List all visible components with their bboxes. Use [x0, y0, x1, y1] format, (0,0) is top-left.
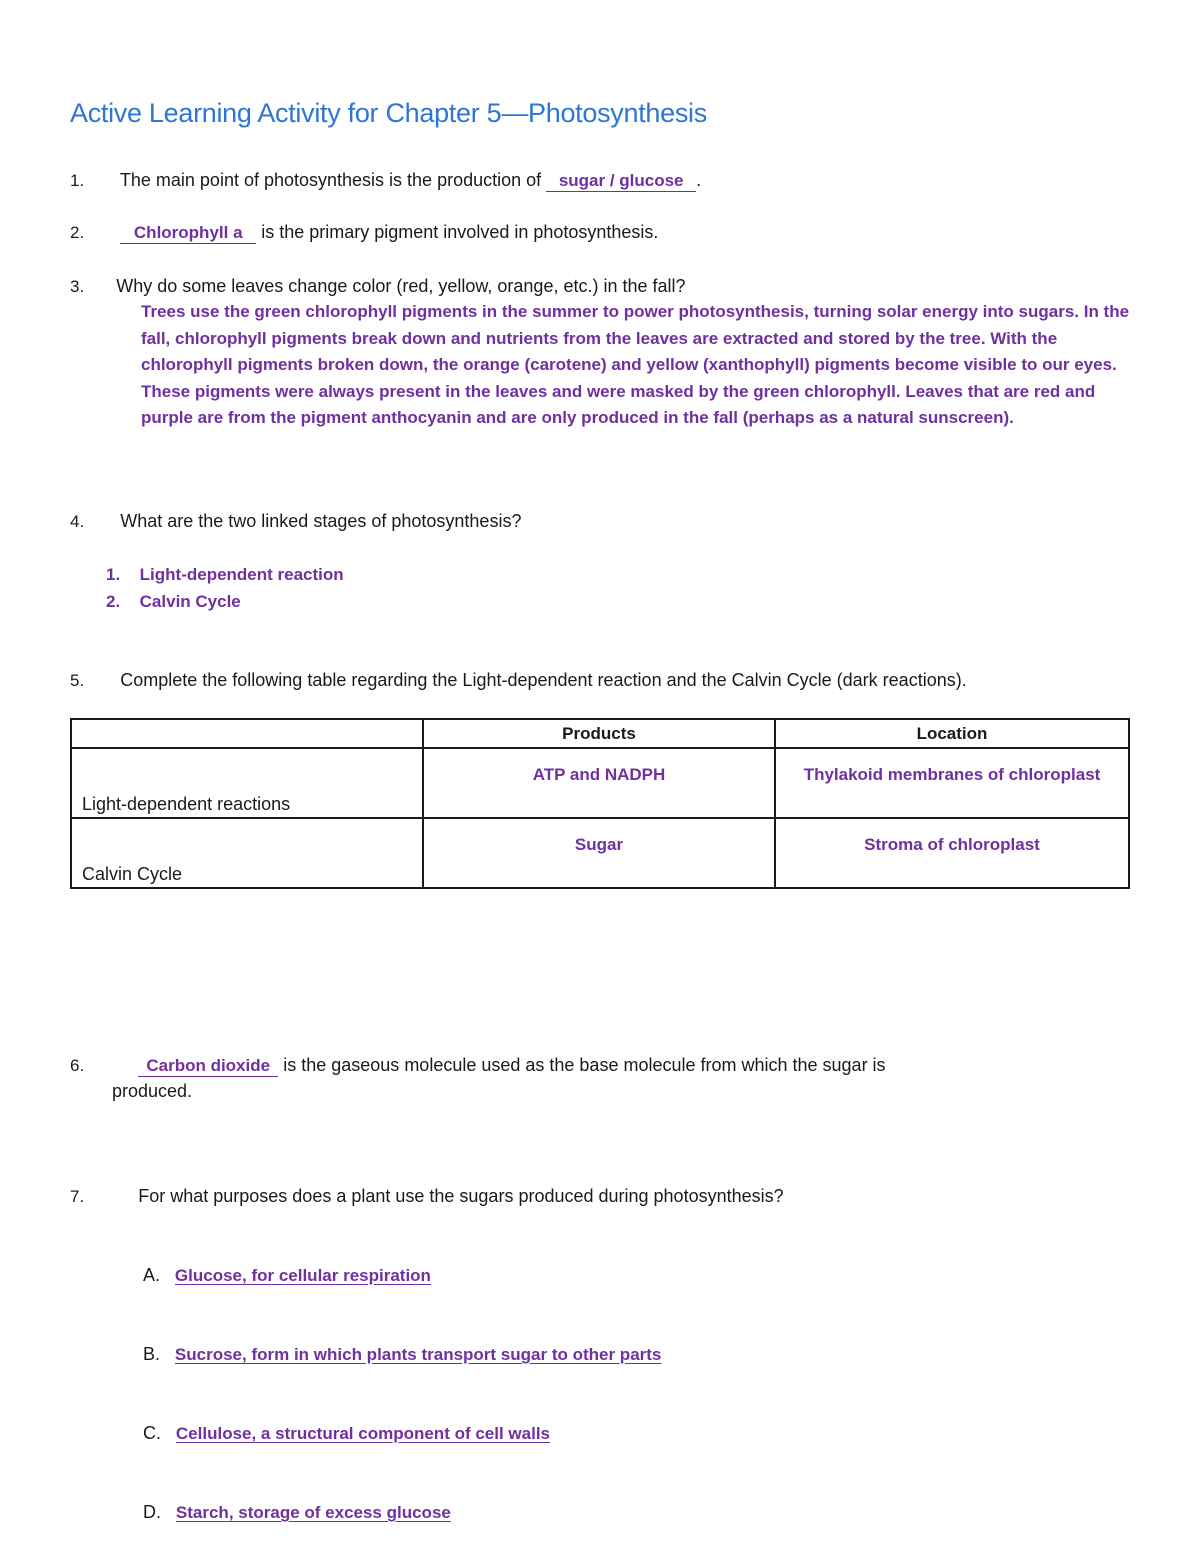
question-1-text: The main point of photosynthesis is the production of: [119, 170, 542, 190]
question-7-answer-a: [143, 1265, 431, 1286]
table-cell-products: Sugar: [423, 818, 775, 888]
list-text: Glucose, for cellular respiration: [174, 1266, 431, 1285]
question-6: [70, 1055, 886, 1077]
question-6-continuation: produced.: [112, 1081, 193, 1101]
list-letter: B.: [143, 1344, 161, 1364]
question-2-answer: Chlorophyll a: [120, 223, 256, 244]
list-letter: D.: [143, 1502, 161, 1522]
table-row-label: Light-dependent reactions: [71, 748, 423, 818]
question-4-answer-2: [106, 592, 241, 612]
question-2-text: is the primary pigment involved in photosynthesis.: [261, 222, 659, 242]
question-1-number: 1.: [70, 171, 85, 190]
question-3-answer: Trees use the green chlorophyll pigments in the summer to power photosynthesis, turning solar energy into sugars. In the fall, chlorophyll pigments break down and nutrients from the leaves are extracted and stored by the tree. With the chlorophyll pigments broken down, the orange (carotene) and yellow (xanthophyll) pigments become visible to our eyes. These pigments were always present in the leaves and were masked by the green chlorophyll. Leaves that are red and purple are from the pigment anthocyanin and are only produced in the fall (perhaps as a natural sunscreen).: [141, 302, 1130, 427]
question-2: [70, 222, 658, 244]
table-row: [71, 748, 1129, 818]
question-5: [70, 670, 967, 691]
table-row-label: Calvin Cycle: [71, 818, 423, 888]
list-text: Calvin Cycle: [139, 592, 241, 611]
question-3-text: Why do some leaves change color (red, yellow, orange, etc.) in the fall?: [116, 276, 686, 296]
question-1: [70, 170, 701, 192]
list-number: 2.: [106, 592, 121, 611]
list-letter: A.: [143, 1265, 161, 1285]
table-cell-location: Thylakoid membranes of chloroplast: [775, 748, 1129, 818]
reactions-table: [70, 718, 1130, 889]
list-number: 1.: [106, 565, 121, 584]
question-5-text: Complete the following table regarding the Light-dependent reaction and the Calvin Cycle (dark reactions).: [120, 670, 967, 690]
table-row: [71, 818, 1129, 888]
question-1-period: .: [696, 170, 702, 190]
question-7-answer-d: [143, 1502, 451, 1523]
list-letter: C.: [143, 1423, 161, 1443]
question-3-number: 3.: [70, 277, 85, 296]
question-6-number: 6.: [70, 1056, 85, 1075]
list-text: Light-dependent reaction: [139, 565, 344, 584]
table-cell-products: ATP and NADPH: [423, 748, 775, 818]
question-7-number: 7.: [70, 1187, 85, 1206]
table-header-cell: Products: [423, 719, 775, 748]
question-7-answer-c: [143, 1423, 550, 1444]
table-header-row: [71, 719, 1129, 748]
question-7-answer-b: [143, 1344, 661, 1365]
list-text: Starch, storage of excess glucose: [175, 1503, 451, 1522]
question-4-number: 4.: [70, 512, 85, 531]
question-3: [70, 276, 686, 297]
question-2-number: 2.: [70, 223, 85, 242]
table-header-cell: Location: [775, 719, 1129, 748]
table-header-cell: [71, 719, 423, 748]
question-7-text: For what purposes does a plant use the sugars produced during photosynthesis?: [138, 1186, 784, 1206]
question-6-text: is the gaseous molecule used as the base molecule from which the sugar is: [283, 1055, 886, 1075]
question-1-answer: sugar / glucose: [546, 171, 696, 192]
list-text: Cellulose, a structural component of cell walls: [175, 1424, 550, 1443]
page-title: Active Learning Activity for Chapter 5—Photosynthesis: [70, 98, 707, 128]
table-cell-location: Stroma of chloroplast: [775, 818, 1129, 888]
question-7: [70, 1186, 784, 1207]
question-4: [70, 511, 521, 532]
question-4-text: What are the two linked stages of photosynthesis?: [120, 511, 522, 531]
list-text: Sucrose, form in which plants transport sugar to other parts: [174, 1345, 662, 1364]
question-4-answer-1: [106, 565, 344, 585]
question-5-number: 5.: [70, 671, 85, 690]
question-6-answer: Carbon dioxide: [138, 1056, 278, 1077]
